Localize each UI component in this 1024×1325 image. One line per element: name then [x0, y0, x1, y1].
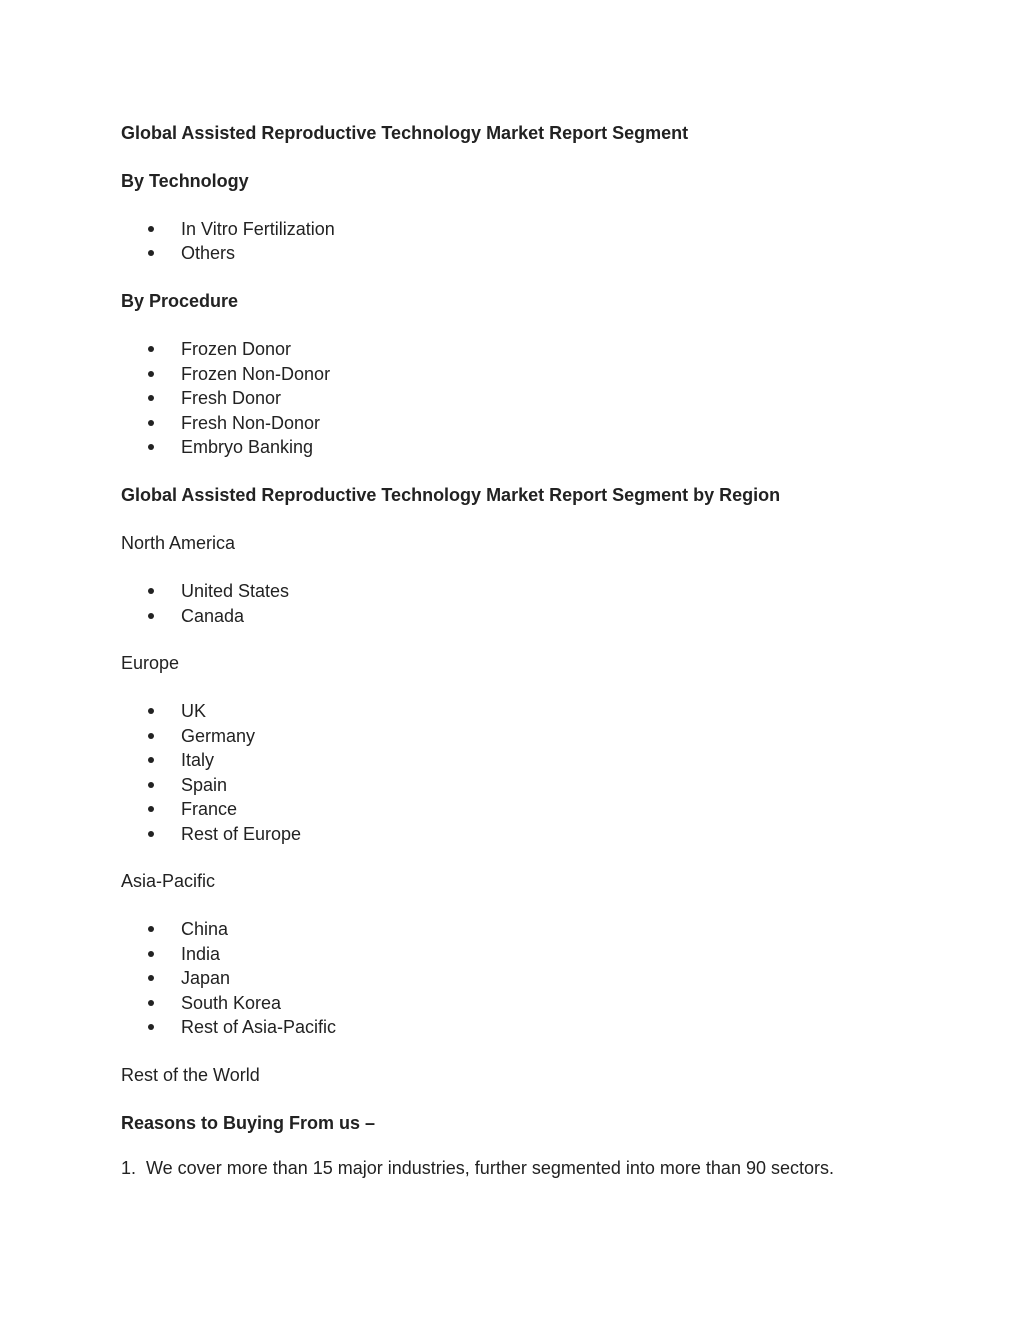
- list-item-label: Frozen Donor: [181, 339, 292, 359]
- rest-of-world-heading: Rest of the World: [121, 1065, 260, 1085]
- list-item: [0, 579, 600, 603]
- list-item: [0, 822, 600, 846]
- reasons-heading: Reasons to Buying From us –: [121, 1113, 376, 1133]
- bullet-icon: [148, 782, 154, 788]
- bullet-icon: [148, 250, 154, 256]
- list-item: [0, 337, 600, 361]
- list-item-label: Japan: [181, 968, 231, 988]
- list-item-label: Germany: [181, 725, 256, 746]
- numbered-item-number: 1.: [121, 1158, 137, 1178]
- bullet-icon: [148, 806, 154, 812]
- list-item-label: China: [181, 919, 229, 939]
- list-item-label: India: [181, 943, 221, 964]
- list-item: [0, 942, 600, 966]
- asia-pacific-heading: Asia-Pacific: [121, 871, 216, 891]
- list-item: [0, 241, 600, 265]
- bullet-icon: [148, 346, 154, 352]
- list-item-label: In Vitro Fertilization: [181, 219, 335, 239]
- technology-heading: By Technology: [121, 171, 249, 191]
- bullet-icon: [148, 395, 154, 401]
- list-item: [0, 991, 600, 1015]
- bullet-icon: [148, 708, 154, 714]
- list-item: [0, 604, 600, 628]
- procedure-heading: By Procedure: [121, 291, 239, 311]
- list-item: [0, 724, 600, 748]
- list-item-label: Fresh Donor: [181, 388, 282, 408]
- list-item: [0, 917, 600, 941]
- list-item: [0, 435, 600, 459]
- bullet-icon: [148, 420, 154, 426]
- bullet-icon: [148, 926, 154, 932]
- bullet-icon: [148, 1000, 154, 1006]
- bullet-icon: [148, 757, 154, 763]
- list-item: [0, 411, 600, 435]
- north-america-heading: North America: [121, 533, 236, 553]
- list-item: [0, 362, 600, 386]
- list-item: [0, 699, 600, 723]
- list-item: [0, 773, 600, 797]
- list-item-label: Canada: [181, 605, 245, 626]
- bullet-icon: [148, 1024, 154, 1030]
- bullet-icon: [148, 613, 154, 619]
- europe-heading: Europe: [121, 653, 180, 673]
- list-item-label: Spain: [181, 774, 228, 795]
- bullet-icon: [148, 975, 154, 981]
- list-item: [0, 966, 600, 990]
- list-item-label: Fresh Non-Donor: [181, 412, 321, 433]
- list-item-label: Italy: [181, 750, 215, 770]
- list-item-label: South Korea: [181, 992, 282, 1013]
- bullet-icon: [148, 371, 154, 377]
- list-item: [0, 748, 600, 772]
- bullet-icon: [148, 733, 154, 739]
- bullet-icon: [148, 226, 154, 232]
- list-item-label: Frozen Non-Donor: [181, 363, 331, 384]
- list-item-label: Embryo Banking: [181, 437, 314, 457]
- list-item: [0, 797, 600, 821]
- list-item-label: UK: [181, 701, 207, 721]
- region-heading: Global Assisted Reproductive Technology Market Report Segment by Region: [121, 485, 781, 505]
- bullet-icon: [148, 951, 154, 957]
- list-item-label: Rest of Asia-Pacific: [181, 1017, 337, 1037]
- numbered-item-text: We cover more than 15 major industries, further segmented into more than 90 sectors.: [146, 1158, 834, 1178]
- segment-heading: Global Assisted Reproductive Technology Market Report Segment: [121, 123, 689, 143]
- list-item-label: United States: [181, 581, 290, 601]
- list-item: [0, 386, 600, 410]
- list-item-label: Others: [181, 243, 236, 263]
- bullet-icon: [148, 831, 154, 837]
- list-item-label: Rest of Europe: [181, 823, 302, 844]
- bullet-icon: [148, 444, 154, 450]
- list-item-label: France: [181, 799, 238, 819]
- list-item: [0, 217, 600, 241]
- bullet-icon: [148, 588, 154, 594]
- list-item: [0, 1015, 600, 1039]
